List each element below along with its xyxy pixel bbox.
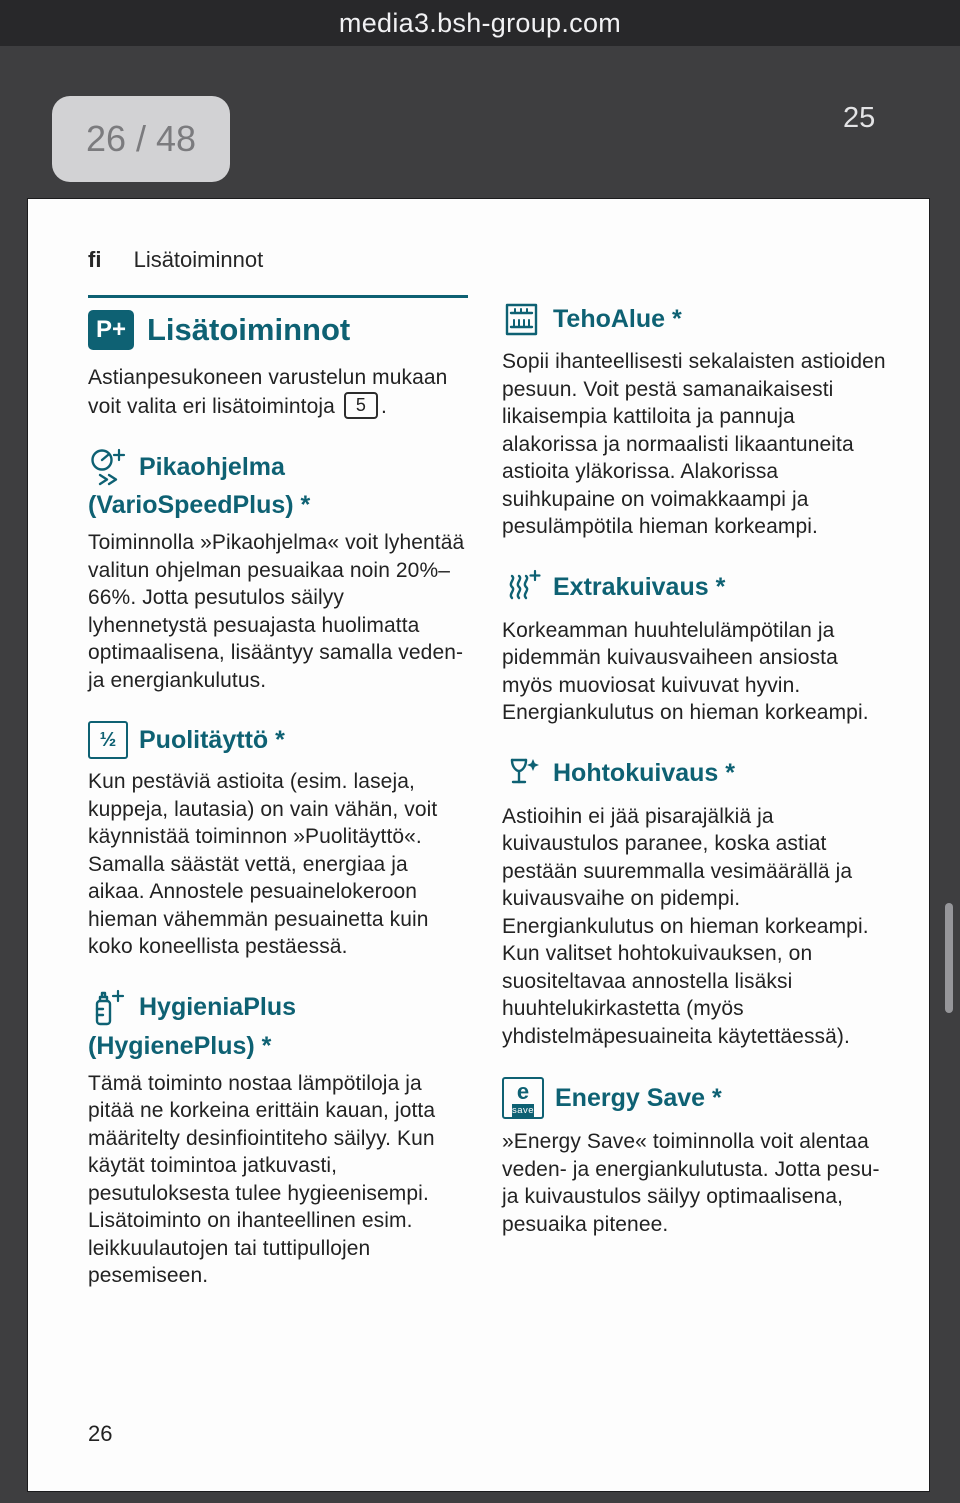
section-title-line2: (VarioSpeedPlus) *	[88, 491, 311, 519]
section-hygieniaplus	[88, 988, 468, 1290]
section-body: Kun pestäviä astioita (esim. laseja, kuppeja, lautasia) on vain vähän, voit käynnistää toiminnon »Puolitäyttö«. Samalla säästät vettä, energiaa ja aikaa. Annostele pesuainelokeroon hieman vähemmän pesuainetta kuin koko koneellista pestäessä.	[88, 770, 438, 958]
section-pikaohjelma	[88, 447, 468, 694]
header-chapter-title: Lisätoiminnot	[133, 247, 264, 272]
intro-paragraph	[88, 364, 468, 420]
previous-page-number: 25	[843, 102, 876, 134]
section-body: »Energy Save« toiminnolla voit alentaa veden- ja energiankulutusta. Jotta pesu- ja kuivaustulos säilyy optimaalisena, pesuaika pitenee.	[502, 1130, 880, 1236]
energy-save-icon-label: save	[511, 1105, 535, 1116]
section-divider-rule	[88, 295, 468, 298]
section-title: HygieniaPlus	[139, 993, 296, 1021]
section-title-line2: (HygienePlus) *	[88, 1031, 272, 1060]
intro-end: .	[381, 394, 387, 418]
section-title: Energy Save *	[555, 1083, 722, 1112]
main-section-title: Lisätoiminnot	[147, 312, 351, 347]
section-title: Extrakuivaus *	[553, 573, 726, 601]
reference-key-5: 5	[344, 392, 378, 419]
shine-dry-glass-icon	[502, 754, 542, 794]
page-footer-number: 26	[88, 1421, 113, 1446]
energy-save-icon	[502, 1077, 544, 1119]
extra-functions-icon: P+	[88, 310, 134, 350]
section-title: Puolitäyttö *	[139, 725, 285, 754]
intensive-zone-icon	[502, 299, 542, 339]
section-hohtokuivaus	[502, 754, 886, 1051]
section-title: Pikaohjelma	[139, 452, 285, 481]
hygiene-bottle-icon	[88, 988, 128, 1028]
section-title: Hohtokuivaus *	[553, 759, 735, 787]
section-puolitaytto	[88, 721, 468, 961]
main-section-heading	[88, 310, 468, 350]
right-column	[502, 295, 886, 1238]
section-body: Korkeamman huuhtelulämpötilan ja pidemmän kuivausvaiheen ansiosta myös muoviosat kuivuvat hyvin. Energiankulutus on hieman korkeampi.	[502, 618, 869, 724]
document-header	[88, 247, 263, 273]
quick-program-speed-icon	[88, 447, 128, 487]
document-page	[28, 199, 929, 1491]
url-text: media3.bsh-group.com	[338, 7, 622, 38]
half-load-icon: ½	[88, 721, 128, 759]
left-column	[88, 295, 468, 1290]
section-body: Sopii ihanteellisesti sekalaisten astioiden pesuun. Voit pestä samanaikaisesti likaisempia kattiloita ja pannuja alakorissa ja normaalisti likaantuneita astioita yläkorissa. Alakorissa suihkupaine on voimakkaampi ja pesulämpötila hieman korkeampi.	[502, 350, 886, 538]
section-tehoalue	[502, 299, 886, 541]
intro-text: Astianpesukoneen varustelun mukaan voit valita eri lisätoimintoja	[88, 366, 448, 418]
extra-dry-steam-icon	[502, 568, 542, 608]
section-body: Tämä toiminto nostaa lämpötiloja ja pitää ne korkeina erittäin kauan, jotta määritelty desinfiointiteho säilyy. Kun käytät toimintoa jatkuvasti, pesutuloksesta tulee hygieenisempi. Lisätoiminto on ihanteellinen esim. leikkuulautojen tai tuttipullojen pesemiseen.	[88, 1071, 436, 1287]
section-extrakuivaus	[502, 568, 886, 727]
page-indicator-badge	[52, 96, 230, 182]
header-language-code: fi	[88, 247, 102, 272]
section-body: Astioihin ei jää pisarajälkiä ja kuivaustulos paranee, koska astiat pestään suuremmalla vesimäärällä ja kuivausvaihe on pidempi. Energiankulutus on hieman korkeampi. Kun valitset hohtokuivauksen, on suositeltavaa annostella lisäksi huuhtelukirkastetta (myös yhdistelmäpesuaineita käytettäessä).	[502, 804, 869, 1048]
page-indicator-text: 26 / 48	[85, 118, 197, 159]
browser-address-bar[interactable]	[0, 0, 960, 46]
section-energy-save	[502, 1077, 886, 1238]
scrollbar-thumb[interactable]	[945, 903, 953, 1013]
energy-save-icon-e: e	[516, 1078, 530, 1104]
section-body: Toiminnolla »Pikaohjelma« voit lyhentää valitun ohjelman pesuaikaa noin 20%–66%. Jotta pesutulos säilyy lyhennetystä pesuajasta huolimatta optimaalisena, lisääntyy samalla veden- ja energiankulutus.	[88, 531, 465, 692]
section-title: TehoAlue *	[553, 304, 682, 333]
